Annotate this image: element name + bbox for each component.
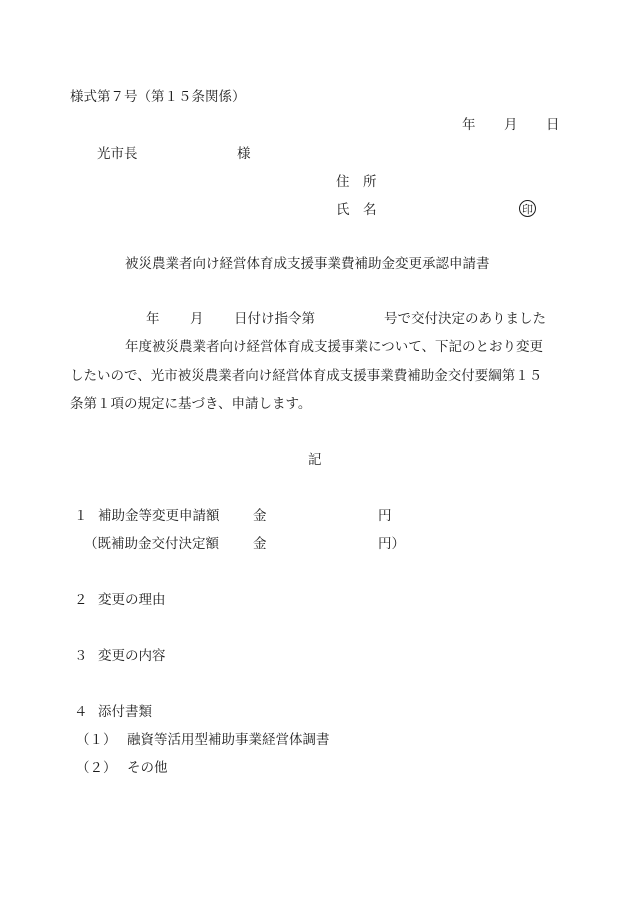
body-line2: 年度被災農業者向け経営体育成支援事業について、下記のとおり変更: [125, 339, 543, 355]
item-4-sub-1-label: 融資等活用型補助事業経営体調書: [127, 732, 330, 748]
ki-heading: 記: [308, 452, 322, 468]
form-number: 様式第７号（第１５条関係）: [70, 89, 246, 105]
body-line1-mid: 日付け指令第: [234, 311, 315, 327]
date-year: 年: [462, 117, 476, 133]
body-month: 月: [190, 311, 204, 327]
seal-mark: 印: [519, 200, 536, 217]
address-label: 住 所: [336, 174, 377, 190]
addressee-name: 光市長: [97, 146, 138, 162]
date-month: 月: [504, 117, 518, 133]
item-1-label: 補助金等変更申請額: [98, 508, 220, 524]
item-4-number: ４: [74, 704, 88, 720]
item-3-number: ３: [74, 648, 88, 664]
body-year: 年: [146, 311, 160, 327]
name-label: 氏 名: [336, 202, 377, 218]
date-day: 日: [546, 117, 560, 133]
item-1-sub-label: （既補助金交付決定額: [84, 536, 219, 552]
item-1-sub-yen: 円）: [378, 536, 405, 552]
body-line3: したいので、光市被災農業者向け経営体育成支援事業費補助金交付要綱第１５: [70, 368, 543, 384]
item-3-label: 変更の内容: [98, 648, 166, 664]
item-1-yen: 円: [378, 508, 392, 524]
document-title: 被災農業者向け経営体育成支援事業費補助金変更承認申請書: [125, 256, 490, 272]
item-4-sub-1-number: （１）: [76, 732, 117, 748]
item-4-sub-2-number: （２）: [76, 760, 117, 776]
item-4-sub-2-label: その他: [127, 760, 168, 776]
item-1-sub-kin: 金: [253, 536, 267, 552]
item-2-number: ２: [74, 592, 88, 608]
body-line1-end: 号で交付決定のありました: [384, 311, 546, 327]
item-1-kin: 金: [253, 508, 267, 524]
addressee-honorific: 様: [237, 146, 251, 162]
item-2-label: 変更の理由: [98, 592, 166, 608]
item-4-label: 添付書類: [98, 704, 152, 720]
body-line4: 条第１項の規定に基づき、申請します。: [70, 396, 312, 412]
item-1-number: １: [74, 508, 88, 524]
